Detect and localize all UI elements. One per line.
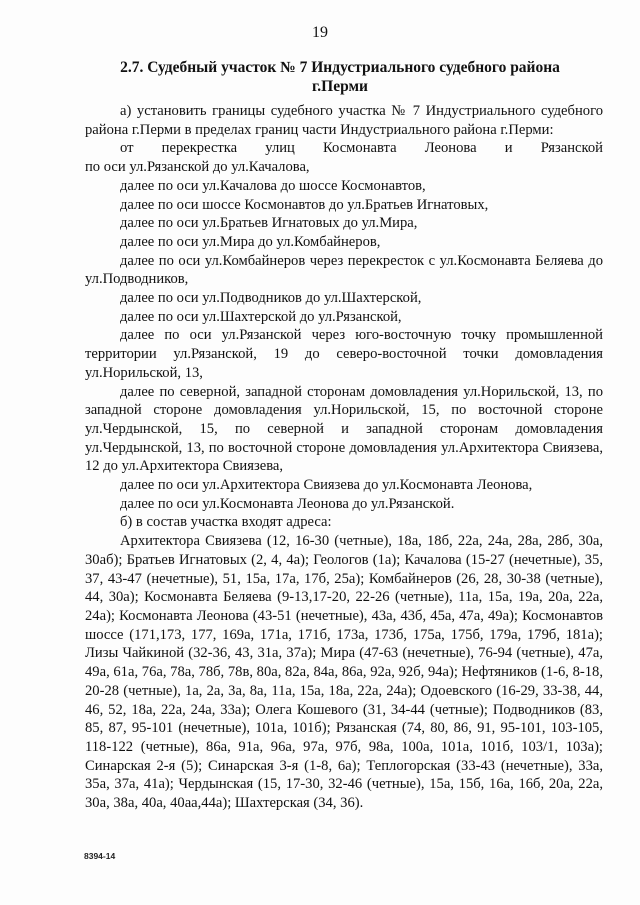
document-code: 8394-14 (84, 851, 116, 861)
boundary-line: далее по оси шоссе Космонавтов до ул.Братьев Игнатовых, (120, 196, 489, 213)
boundary-line: по оси ул.Рязанской до ул.Качалова, (85, 159, 310, 176)
boundary-line: далее по оси ул.Подводников до ул.Шахтерской, (120, 290, 422, 307)
boundary-line: далее по оси ул.Космонавта Леонова до ул.Рязанской. (120, 495, 455, 512)
boundary-line: далее по северной, западной сторонам домовладения ул.Норильской, 13, по западной стороне домовладения ул.Норильской, 15, по восточной стороне ул.Чердынской, 15, по северной и западной сторонам домовладения ул.Чердынской, 13, по восточной стороне домовладения ул.Архитектора Свиязева, 12 до ул.Архитектора Свиязева, (85, 383, 603, 475)
section-a-intro: а) установить границы судебного участка № 7 Индустриального судебного района г.Перми в пределах границ части Индустриального района г.Перми: (85, 103, 603, 138)
section-heading (95, 58, 585, 96)
boundary-line: далее по оси ул.Комбайнеров через перекресток с ул.Космонавта Беляева до ул.Подводников, (85, 252, 603, 288)
document-body (85, 102, 603, 813)
boundary-line: далее по оси ул.Шахтерской до ул.Рязанской, (120, 308, 402, 325)
boundary-line: далее по оси ул.Братьев Игнатовых до ул.Мира, (120, 215, 418, 232)
address-list: Архитектора Свиязева (12, 16-30 (четные), 18а, 18б, 22а, 24а, 28а, 28б, 30а, 30аб); Братьев Игнатовых (2, 4, 4а); Геологов (1а); Качалова (15-27 (нечетные), 35, 37, 43-47 (нечетные), 51, 15а, 17а, 17б, 25а); Комбайнеров (26, 28, 30-38 (четные), 44, 30а); Космонавта Беляева (9-13,17-20, 22-26 (четные), 11а, 15а, 19а, 20а, 22а, 24а); Космонавта Леонова (43-51 (нечетные), 43а, 43б, 45а, 47а, 49а); Космонавтов шоссе (171,173, 177, 169а, 171а, 171б, 173а, 173б, 175а, 175б, 179а, 179б, 181а); Лизы Чайкиной (32-36, 43, 31а, 37а); Мира (47-63 (нечетные), 76-94 (четные), 47а, 49а, 61а, 76а, 78а, 78б, 78в, 80а, 82а, 84а, 86а, 92а, 92б, 94а); Нефтяников (1-6, 8-18, 20-28 (четные), 1а, 2а, 3а, 8а, 11а, 15а, 18а, 22а, 24а); Одоевского (16-29, 33-38, 44, 46, 52, 18а, 22а, 24а, 33а); Олега Кошевого (31, 34-44 (четные); Подводников (83, 85, 87, 95-101 (нечетные), 101а, 101б); Рязанская (74, 80, 86, 91, 95-101, 103-105, 118-122 (четные), 86а, 91а, 96а, 97а, 97б, 98а, 100а, 101а, 101б, 103/1, 103а); Синарская 2-я (5); Синарская 3-я (1-8, 6а); Теплогорская (33-43 (нечетные), 33а, 35а, 37а, 41а); Чердынская (15, 17-30, 32-46 (четные), 15а, 15б, 16а, 16б, 20а, 22а, 30а, 38а, 40а, 40аа,44а); Шахтерская (34, 36). (85, 533, 603, 812)
section-b-intro: б) в состав участка входят адреса: (120, 514, 332, 531)
boundary-line: далее по оси ул.Мира до ул.Комбайнеров, (120, 233, 381, 250)
page-number: 19 (312, 24, 328, 41)
boundary-line: от перекрестка улиц Космонавта Леонова и Рязанской (120, 140, 603, 157)
heading-line-1: 2.7. Судебный участок № 7 Индустриального судебного района (120, 59, 560, 76)
boundary-line: далее по оси ул.Качалова до шоссе Космонавтов, (120, 177, 426, 194)
boundary-line: далее по оси ул.Рязанской через юго-восточную точку промышленной территории ул.Рязанской, 19 до северо-восточной точки домовладения ул.Норильской, 13, (85, 327, 603, 381)
heading-line-2: г.Перми (312, 78, 368, 95)
boundary-line: далее по оси ул.Архитектора Свиязева до ул.Космонавта Леонова, (120, 477, 533, 494)
